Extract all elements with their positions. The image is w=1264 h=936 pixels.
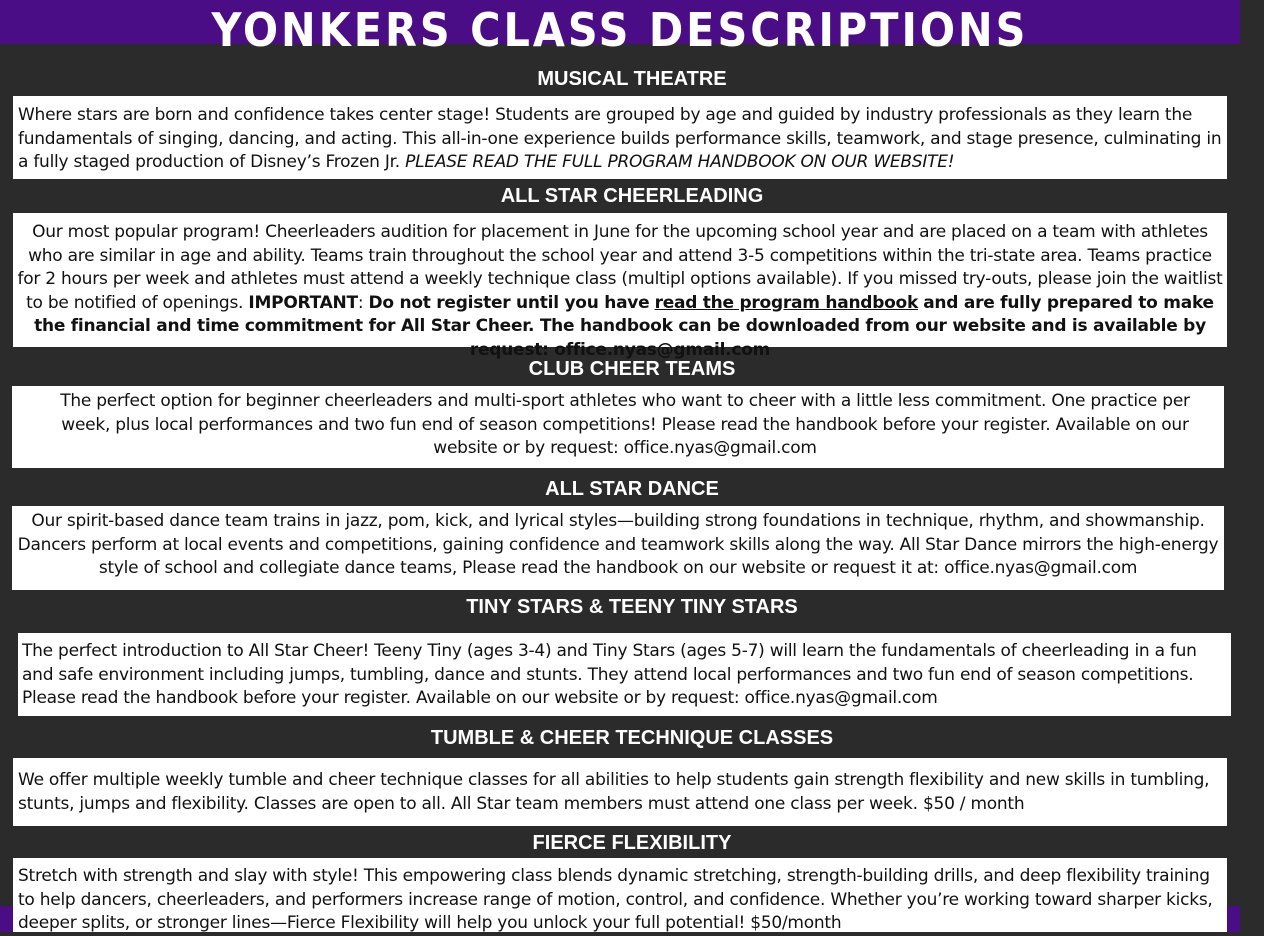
section-heading-musical-theatre: MUSICAL THEATRE <box>537 68 727 90</box>
section-text: The perfect option for beginner cheerleaders and multi-sport athletes who want to cheer with a little less commitment. One practice per week, plus local performances and two fun end of season competitions! Please read the handbook before your register. Available on our website or by request: office.nyas@gmail.com <box>60 391 1190 458</box>
section-heading-all-star-dance: ALL STAR DANCE <box>545 478 719 500</box>
important-text-continued: and are fully prepared to make the financial and time commitment for All Star Cheer. The handbook can be downloaded from our website and is available by request: office.nyas@gmail.com <box>34 292 1214 360</box>
handbook-note: PLEASE READ THE FULL PROGRAM HANDBOOK ON OUR WEBSITE! <box>405 152 955 172</box>
section-text: Our most popular program! Cheerleaders audition for placement in June for the upcoming school year and are placed on a team with athletes who are similar in age and ability. Teams train throughout the school year and attend 3-5 competitions within the tri-state area. Teams practice for 2 hours per week and athletes must attend a weekly technique class (multipl options available). If you missed try-outs, please join the waitlist to be notified of openings. <box>17 222 1223 313</box>
important-text: Do not register until you have <box>368 292 650 313</box>
section-text: Stretch with strength and slay with style! This empowering class blends dynamic stretching, strength-building drills, and deep flexibility training to help dancers, cheerleaders, and performers increase range of motion, control, and confidence. Whether you’re working toward sharper kicks, deeper splits, or stronger lines—Fierce Flexibility will help you unlock your full potential! $50/month <box>18 866 1213 933</box>
section-body-fierce-flexibility <box>13 858 1227 932</box>
section-body-club-cheer-teams <box>12 386 1224 468</box>
section-text: Where stars are born and confidence takes center stage! Students are grouped by age and guided by industry professionals as they learn the fundamentals of singing, dancing, and acting. This all-in-one experience builds performance skills, teamwork, and stage presence, culminating in a fully staged production of Disney’s Frozen Jr. <box>18 105 1222 172</box>
section-body-musical-theatre <box>13 96 1227 179</box>
section-body-all-star-cheerleading <box>13 213 1227 360</box>
section-heading-all-star-cheerleading: ALL STAR CHEERLEADING <box>500 185 764 207</box>
section-text: The perfect introduction to All Star Cheer! Teeny Tiny (ages 3-4) and Tiny Stars (ages 5-7) will learn the fundamentals of cheerleading in a fun and safe environment including jumps, tumbling, dance and stunts. They attend local performances and two fun end of season competitions. Please read the handbook before your register. Available on our website or by request: office.nyas@gmail.com <box>22 641 1197 708</box>
section-heading-club-cheer-teams: CLUB CHEER TEAMS <box>528 358 736 380</box>
section-body-all-star-dance <box>12 506 1224 590</box>
section-heading-tiny-stars: TINY STARS & TEENY TINY STARS <box>466 596 798 618</box>
section-text: We offer multiple weekly tumble and cheer technique classes for all abilities to help students gain strength flexibility and new skills in tumbling, stunts, jumps and flexibility. Classes are open to all. All Star team members must attend one class per week. $50 / month <box>18 770 1210 814</box>
section-body-tumble-cheer-technique <box>13 758 1227 826</box>
section-heading-tumble-cheer-technique: TUMBLE & CHEER TECHNIQUE CLASSES <box>430 727 834 749</box>
section-heading-fierce-flexibility: FIERCE FLEXIBILITY <box>532 832 732 854</box>
section-body-tiny-stars <box>18 633 1231 716</box>
important-label: IMPORTANT <box>248 292 358 313</box>
important-colon: : <box>357 292 364 313</box>
program-handbook-link[interactable]: read the program handbook <box>654 292 919 313</box>
page-title: YONKERS CLASS DESCRIPTIONS <box>211 3 1029 57</box>
section-text: Our spirit-based dance team trains in jazz, pom, kick, and lyrical styles—building strong foundations in technique, rhythm, and showmanship. Dancers perform at local events and competitions, gaining confidence and teamwork skills along the way. All Star Dance mirrors the high-energy style of school and collegiate dance teams, Please read the handbook on our website or request it at: office.nyas@gmail.com <box>17 511 1219 578</box>
